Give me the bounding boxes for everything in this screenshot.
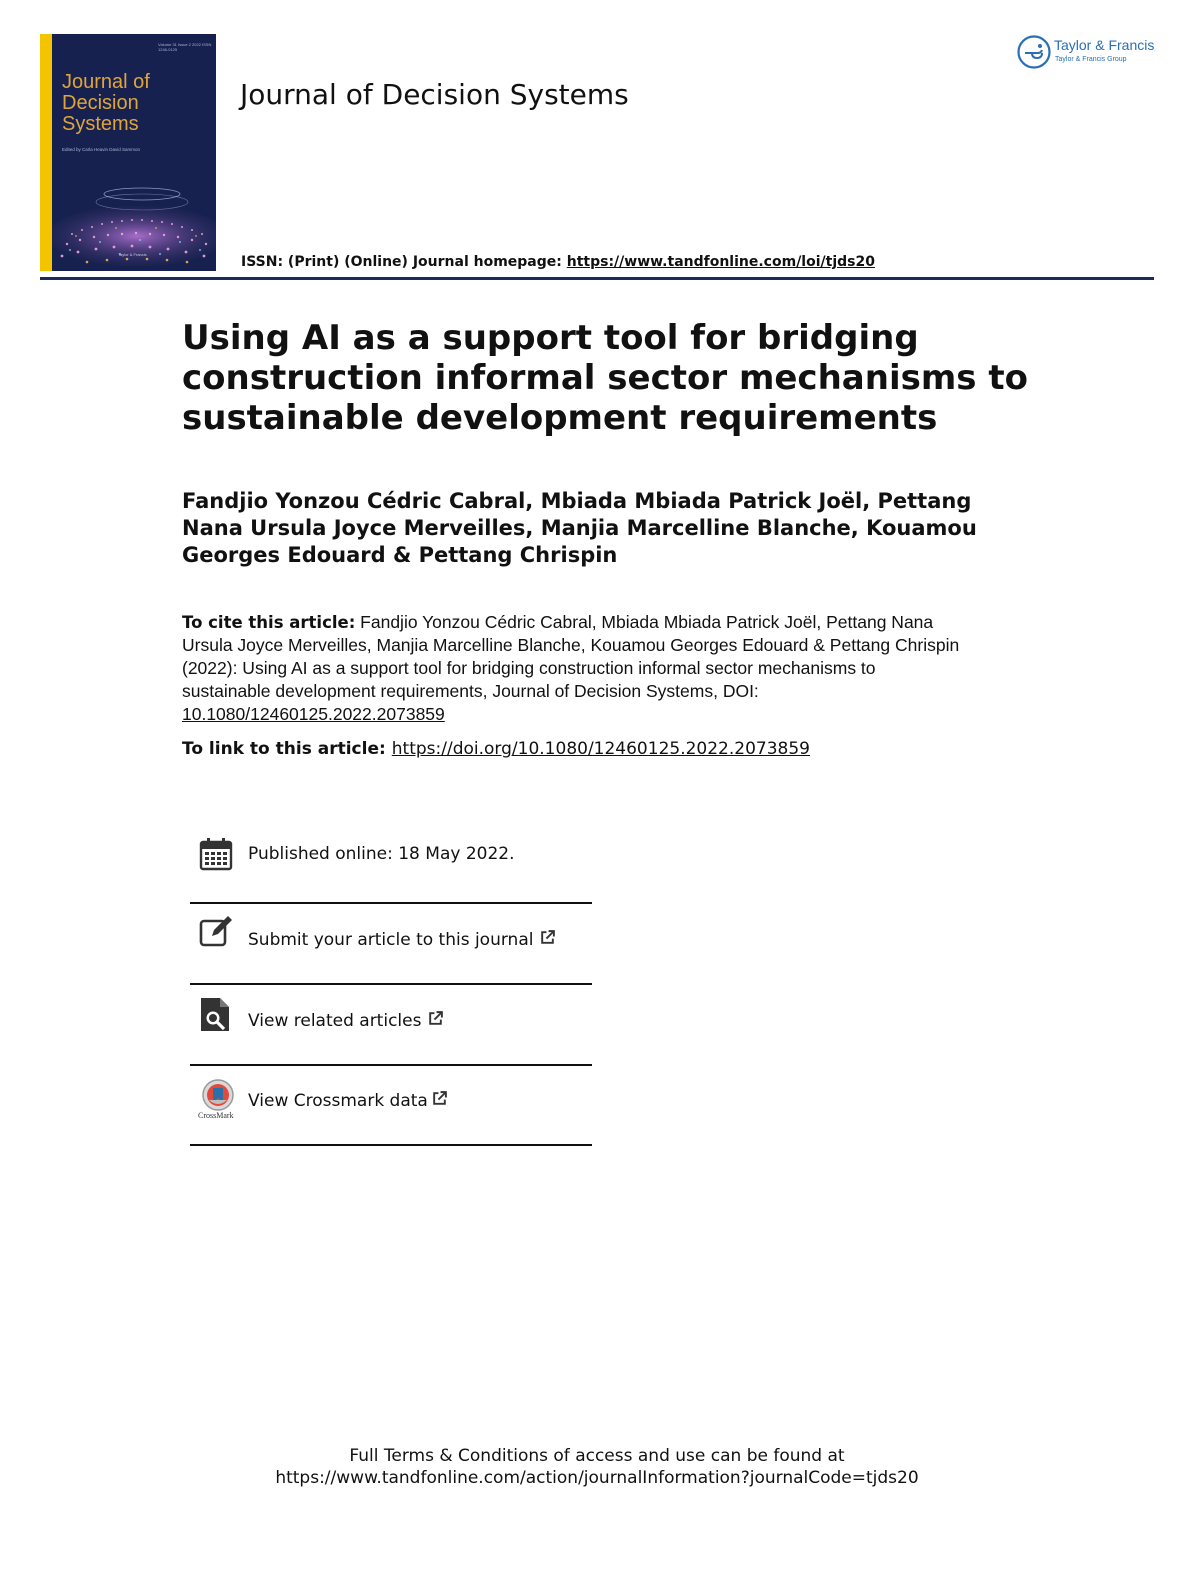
external-link-icon <box>539 929 556 946</box>
article-link-line <box>182 739 810 759</box>
divider <box>190 902 592 904</box>
citation-block <box>182 611 962 726</box>
divider <box>190 983 592 985</box>
cover-publisher: Taylor & Francis <box>118 252 147 257</box>
cite-text: Fandjio Yonzou Cédric Cabral, Mbiada Mbiada Patrick Joël, Pettang Nana Ursula Joyce Merveilles, Manjia Marcelline Blanche, Kouamou Georges Edouard & Pettang Chrispin (2022): Using AI as a support tool for bridging construction informal sector mechanisms to sustainable development requirements, Journal of Decision Systems, DOI: <box>182 612 960 701</box>
external-link-icon <box>427 1010 444 1027</box>
article-title: Using AI as a support tool for bridging construction informal sector mechanisms to sustainable development requirements <box>182 318 1028 438</box>
published-date: Published online: 18 May 2022. <box>248 844 515 864</box>
cover-meta: Volume 31 Issue 2 2022 ISSN 1246-0125 <box>158 42 212 52</box>
article-authors: Fandjio Yonzou Cédric Cabral, Mbiada Mbiada Patrick Joël, Pettang Nana Ursula Joyce Merveilles, Manjia Marcelline Blanche, Kouamou Georges Edouard & Pettang Chrispin <box>182 489 977 567</box>
journal-homepage-link[interactable]: https://www.tandfonline.com/loi/tjds20 <box>566 254 875 270</box>
crossmark-link[interactable] <box>248 1090 448 1111</box>
submit-article-label: Submit your article to this journal <box>248 930 534 950</box>
document-search-icon <box>198 996 234 1032</box>
crossmark-label: View Crossmark data <box>248 1091 428 1111</box>
external-link-icon <box>431 1090 448 1107</box>
cover-title: Journal of Decision Systems <box>62 71 150 135</box>
footer-terms-link[interactable]: https://www.tandfonline.com/action/journalInformation?journalCode=tjds20 <box>275 1468 919 1488</box>
article-doi-link[interactable]: https://doi.org/10.1080/12460125.2022.2073859 <box>391 739 810 759</box>
taylor-francis-logo-icon <box>1016 34 1052 70</box>
issn-text: ISSN: (Print) (Online) Journal homepage: <box>241 254 567 270</box>
footer <box>0 1445 1194 1489</box>
related-articles-row[interactable] <box>190 996 592 1074</box>
divider <box>190 1144 592 1146</box>
calendar-icon <box>198 836 234 872</box>
related-articles-link[interactable] <box>248 1010 444 1031</box>
cover-stripe <box>40 34 52 271</box>
cite-doi-link[interactable]: 10.1080/12460125.2022.2073859 <box>182 704 445 724</box>
related-articles-label: View related articles <box>248 1011 422 1031</box>
journal-cover <box>40 34 216 271</box>
cover-editors: Edited by Carla Heavin David Sammon <box>62 147 141 152</box>
issn-line <box>241 254 875 270</box>
crossmark-logo-text: CrossMark <box>198 1111 234 1120</box>
header-rule <box>40 277 1154 280</box>
divider <box>190 1064 592 1066</box>
publisher-group: Taylor & Francis Group <box>1055 56 1127 63</box>
submit-article-row[interactable] <box>190 914 592 992</box>
edit-icon <box>198 914 234 950</box>
submit-article-link[interactable] <box>248 929 556 950</box>
journal-title: Journal of Decision Systems <box>240 78 629 111</box>
footer-line-1: Full Terms & Conditions of access and use can be found at <box>349 1446 845 1466</box>
publisher-name: Taylor & Francis <box>1054 37 1155 53</box>
link-label: To link to this article: <box>182 739 386 759</box>
cite-label: To cite this article: <box>182 613 356 632</box>
